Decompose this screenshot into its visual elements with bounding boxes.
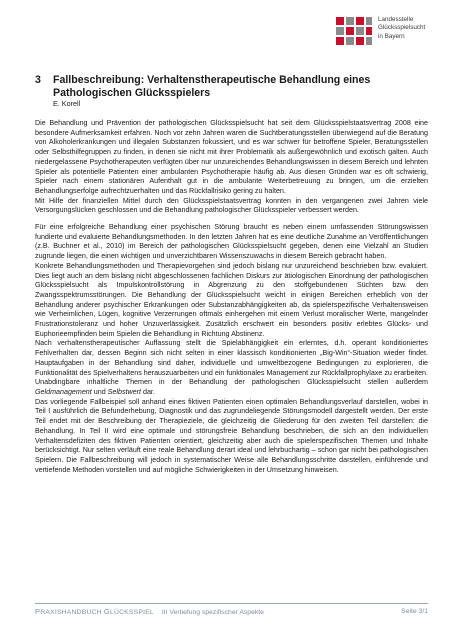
chapter-number: 3	[35, 74, 41, 86]
text-run: Das vorliegende Fallbeispiel soll anhand eines fiktiven Patienten einen optimalen Behandlungsverlauf darstellen, wobei in Teil I ausführlich die Befunderhebung, Diagnostik und das zugrundeliegende Störungsmodell dargestellt werden. Der erste Teil endet mit der Beschreibung der Therapieziele, die gleichzeitig die Gliederung für den zweiten Teil darstellen: die Behandlung. In Teil II wird eine optimale und störungsfreie Behandlung beschrieben, die sich an den individuellen Verhaltensdefiziten des fiktiven Patienten orientiert, gleichzeitig aber auch die spielerspezifischen Themen und Inhalte berücksichtigt. Nur selten verläuft eine reale Behandlung derart ideal und lehrbuchartig – schon gar nicht bei pathologischen Spielern. Die Fallbeschreibung will jedoch in systematischer Weise alle Behandlungsschritte darstellen, einführende und vertiefende Methoden vorstellen und auf mögliche Schwierigkeiten in der Umsetzung hinweisen.	[35, 397, 428, 474]
logo-text	[378, 16, 425, 41]
text-run: dar.	[141, 387, 155, 396]
paragraph	[35, 398, 428, 476]
text-run: und	[91, 387, 108, 396]
logo-line: Glücksspielsucht	[378, 24, 426, 32]
paragraph	[35, 197, 428, 216]
text-run: Konkrete Behandlungsmethoden und Therapievorgehen sind jedoch bislang nur unzureichend beschrieben bzw. evaluiert. Dies liegt auch an dem bislang nicht abgeschlossenen fachlichen Diskurs zur ätiologischen Einordnung der pathologischen Glücksspielsucht als Impulskontrollstörung in Abgrenzung zu den stoffgebundenen Süchten bzw. den Zwangsspektrumsstörungen. Die Behandlung der Glücksspielsucht weicht in einigen Bereichen erheblich von der Behandlung anderer psychischer Erkrankungen oder Substanzabhängigkeiten ab, da spielerspezifische Verhaltensweisen wie Verheimlichen, Lügen, kognitive Verzerrungen oftmals einhergehen mit einem Verlust moralischer Werte, mangelnder Frustrationstoleranz und hoher Unzuverlässigkeit. Zusätzlich erschwert ein besonders positiv erlebtes Glücks- und Euphorieempfinden beim Spielen die Behandlung in Richtung Abstinenz.	[35, 261, 428, 338]
logo-mark-icon	[334, 15, 374, 51]
logo-line: in Bayern	[378, 32, 405, 40]
emphasis-text: Selbstwert	[107, 387, 141, 396]
chapter-title: Fallbeschreibung: Verhaltenstherapeutische Behandlung eines Pathologischen Glücksspielers	[53, 74, 371, 99]
page-number: Seite 3/1	[401, 608, 428, 615]
text-run: Nach verhaltenstherapeutischer Auffassung stellt die Spielabhängigkeit ein erlerntes, d.h. operant konditioniertes Fehlverhalten dar, dessen Beginn sich nicht selten in einer klassisch konditionierten „Big-Win“-Situation wieder findet. Hauptaufgaben in der Behandlung sind daher, individuelle und umweltbezogene Bedingungen zu explorieren, die Funktionalität des Spielverhaltens herauszuarbeiten und ein funktionales Management zur Rückfallprophylaxe zu erarbeiten. Unabdingbare inhaltliche Themen in der Behandlung der pathologischen Glücksspielsucht stellen außerdem	[35, 339, 428, 387]
page-footer	[35, 607, 428, 617]
paragraph	[35, 262, 428, 340]
brand-initial: G	[103, 607, 110, 616]
logo-line: Landesstelle	[378, 16, 414, 23]
brand-rest: RAXISHANDBUCH	[40, 609, 104, 616]
emphasis-text: Geldmanagement	[35, 387, 92, 396]
text-run: Für eine erfolgreiche Behandlung einer psychischen Störung braucht es neben einem umfassenden Störungswissen fundierte und evaluierte Behandlungsmethoden. In den letzten Jahren hat es eine deutliche Zunahme an Veröffentlichungen (z.B. Buchner et al., 2010) im Bereich der pathologischen Glücksspielsucht gegeben, denen eine Vielzahl an Studien zugrunde liegen, die einen wichtigen und unverzichtbaren Wissenszuwachs in diesem Bereich gebracht haben.	[35, 223, 428, 261]
body-text	[35, 119, 428, 475]
footer-divider	[35, 603, 428, 604]
footer-chapter: III Vertiefung spezifischer Aspekte	[161, 609, 264, 616]
brand-rest: LÜCKSSPIEL	[109, 609, 154, 616]
chapter-author: E. Korell	[53, 99, 81, 108]
footer-brand	[35, 609, 154, 616]
paragraph	[35, 119, 428, 197]
logo	[334, 11, 439, 53]
text-run: Mit Hilfe der finanziellen Mittel durch den Glücksspielstaatsvertrag konnten in den vergangenen zwei Jahren viele Versorgungslücken geschlossen und die Behandlung pathologischer Glücksspieler verbessert werden.	[35, 196, 428, 215]
paragraph	[35, 223, 428, 262]
brand-initial: P	[35, 607, 41, 616]
text-run: Die Behandlung und Prävention der pathologischen Glücksspielsucht hat seit dem Glücksspielstaatsvertrag 2008 eine besondere Aufmerksamkeit erfahren. Noch vor zehn Jahren waren die Suchtberatungsstellen überwiegend auf die Beratung von Alkoholerkrankungen und illegalen Substanzen fokussiert, und es war schwer für betroffene Spieler, Beratungsstellen oder Selbsthilfegruppen zu finden, in denen sie nicht mit ihrer Problematik als außergewöhnlich und exotisch galten. Auch niedergelassene Psychotherapeuten verfügten über nur unzureichendes Behandlungswissen in diesem Bereich und lehnten Spieler als potentielle Patienten einer ambulanten Psychotherapie häufig ab. Aus diesen Gründen war es oft schwierig, Spieler nach einem stationären Aufenthalt gut in die ambulante Weiterbetreuung zu bringen, um die erzielten Behandlungserfolge aufrechtzuerhalten und das Rückfallrisiko gering zu halten.	[35, 119, 428, 195]
paragraph	[35, 339, 428, 397]
